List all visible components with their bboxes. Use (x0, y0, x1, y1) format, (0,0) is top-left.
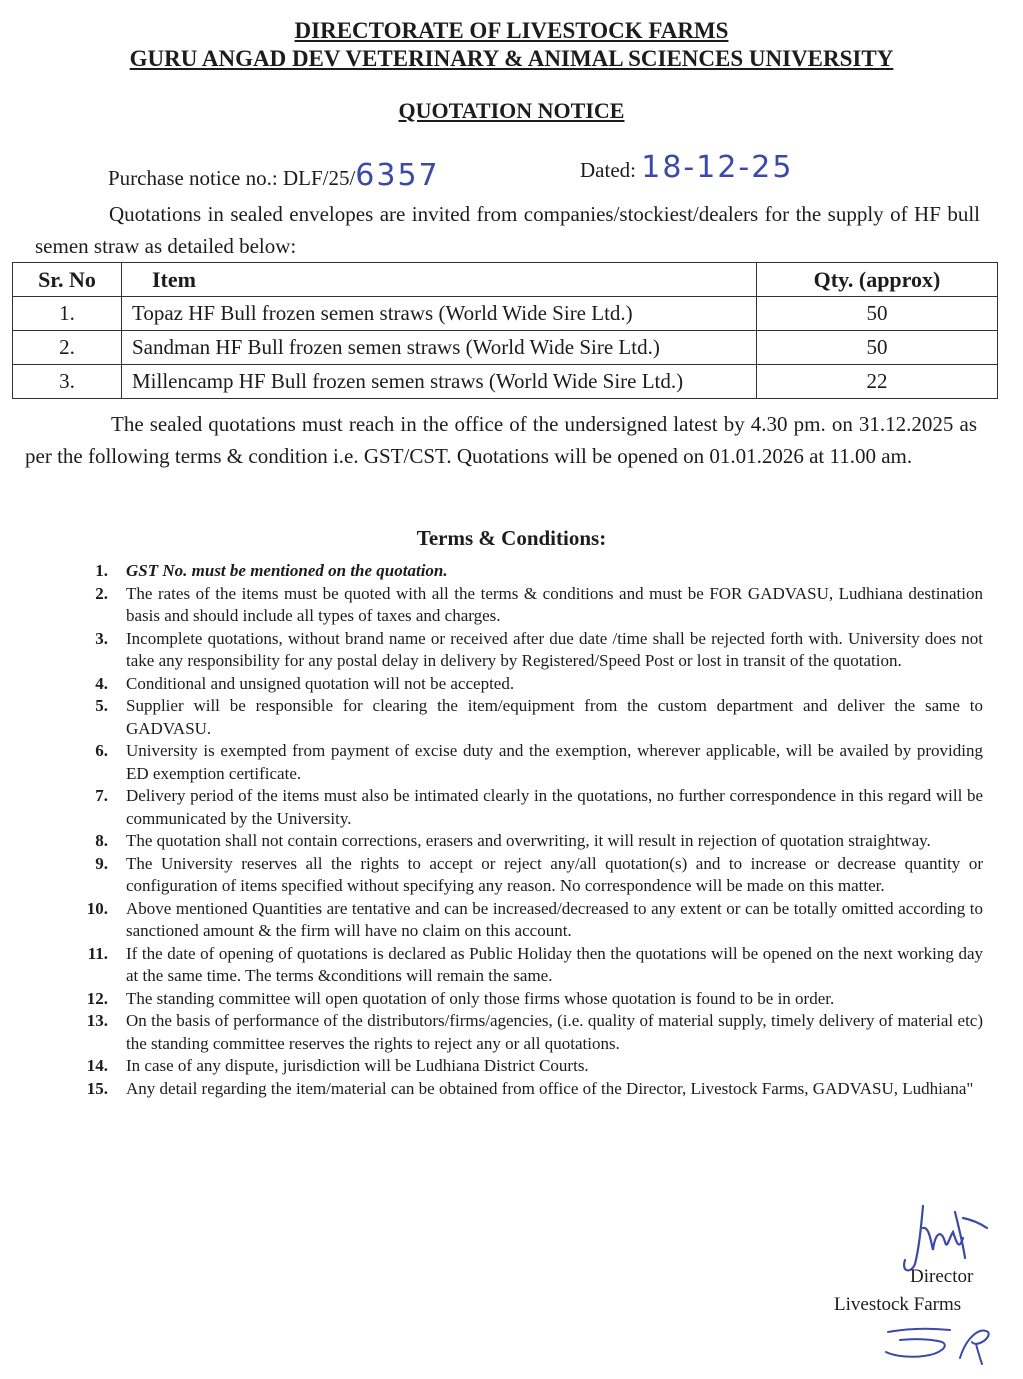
list-item (78, 673, 983, 696)
list-item (78, 898, 983, 943)
signatory-title: Director (910, 1266, 974, 1287)
list-item (78, 853, 983, 898)
items-table (12, 262, 998, 399)
cell-item: Sandman HF Bull frozen semen straws (World Wide Sire Ltd.) (122, 331, 757, 365)
table-header-row (13, 263, 998, 297)
table-row (13, 365, 998, 399)
cell-sr: 1. (13, 297, 122, 331)
term-number: 4. (95, 673, 108, 693)
cell-item: Topaz HF Bull frozen semen straws (World Wide Sire Ltd.) (122, 297, 757, 331)
term-number: 13. (86, 1011, 108, 1030)
list-item (78, 988, 983, 1011)
list-item (78, 628, 983, 673)
list-item (78, 1055, 983, 1078)
term-number: 7. (95, 786, 108, 805)
intro-paragraph: Quotations in sealed envelopes are invited from companies/stockiest/dealers for the supply of HF bull semen straw as detailed below: (35, 202, 980, 258)
term-text: The rates of the items must be quoted with all the terms & conditions and must be FOR GADVASU, Ludhiana destination basis and should include all types of taxes and charges. (126, 583, 983, 625)
term-text: University is exempted from payment of excise duty and the exemption, wherever applicable, will be availed by providing ED exemption certificate. (126, 741, 983, 783)
list-item (78, 1010, 983, 1055)
term-number: 15. (86, 1078, 108, 1098)
term-number: 6. (95, 741, 108, 760)
list-item (78, 583, 983, 628)
term-number: 10. (86, 898, 108, 918)
term-text: Any detail regarding the item/material can be obtained from office of the Director, Livestock Farms, GADVASU, Ludhiana" (126, 1078, 974, 1098)
notice-number-label: Purchase notice no.: DLF/25/ (108, 166, 356, 190)
term-number: 14. (86, 1056, 108, 1075)
term-number: 12. (86, 988, 108, 1008)
list-item (78, 830, 983, 853)
term-text: Supplier will be responsible for clearing the item/equipment from the custom department and deliver the same to GADVASU. (126, 696, 983, 738)
cell-qty: 50 (757, 297, 998, 331)
term-text: On the basis of performance of the distributors/firms/agencies, (i.e. quality of material supply, timely delivery of material etc) the standing committee reserves the rights to reject any or all quotations. (126, 1011, 983, 1053)
notice-date (580, 150, 793, 185)
list-item (78, 1078, 983, 1101)
col-header-qty: Qty. (approx) (757, 263, 998, 297)
list-item (78, 740, 983, 785)
term-text: GST No. must be mentioned on the quotation. (126, 561, 448, 580)
date-label: Dated: (580, 158, 636, 182)
term-text: In case of any dispute, jurisdiction will be Ludhiana District Courts. (126, 1056, 589, 1075)
submission-deadline-paragraph: The sealed quotations must reach in the office of the undersigned latest by 4.30 pm. on 31.12.2025 as per the following terms & condition i.e. GST/CST. Quotations will be opened on 01.01.2026 at 11.00 am. (25, 412, 977, 468)
term-number: 2. (95, 583, 108, 603)
purchase-notice-number (108, 158, 440, 193)
cell-sr: 2. (13, 331, 122, 365)
term-text: The standing committee will open quotation of only those firms whose quotation is found to be in order. (126, 988, 835, 1008)
cell-qty: 50 (757, 331, 998, 365)
date-handwritten: 18-12-25 (641, 150, 794, 185)
list-item (78, 943, 983, 988)
list-item (78, 695, 983, 740)
terms-list (78, 560, 983, 1100)
term-number: 3. (95, 628, 108, 648)
table-row (13, 331, 998, 365)
signatory-office: Livestock Farms (834, 1294, 962, 1315)
term-number: 1. (95, 561, 108, 580)
term-text: Incomplete quotations, without brand name or received after due date /time shall be rejected forth with. University does not take any responsibility for any postal delay in delivery by Registered/Speed Post or lost in transit of the quotation. (126, 628, 983, 670)
list-item (78, 560, 983, 583)
col-header-sr: Sr. No (13, 263, 122, 297)
term-number: 5. (95, 696, 108, 715)
term-number: 11. (87, 943, 108, 963)
cell-qty: 22 (757, 365, 998, 399)
col-header-item: Item (122, 263, 757, 297)
term-text: The University reserves all the rights to accept or reject any/all quotation(s) and to increase or decrease quantity or configuration of items specified without specifying any reason. No correspondence will be made on this matter. (126, 853, 983, 895)
cell-item: Millencamp HF Bull frozen semen straws (World Wide Sire Ltd.) (122, 365, 757, 399)
terms-title: Terms & Conditions: (416, 526, 607, 550)
term-text: Delivery period of the items must also be intimated clearly in the quotations, no further correspondence in this regard will be communicated by the University. (126, 786, 983, 828)
table-row (13, 297, 998, 331)
initials-scrawl (880, 1318, 1000, 1368)
term-text: Conditional and unsigned quotation will not be accepted. (126, 673, 515, 693)
term-text: The quotation shall not contain corrections, erasers and overwriting, it will result in rejection of quotation straightway. (126, 831, 931, 850)
org-name: DIRECTORATE OF LIVESTOCK FARMS (294, 18, 729, 43)
term-text: If the date of opening of quotations is declared as Public Holiday then the quotations will be opened on the next working day at the same time. The terms &conditions will remain the same. (126, 943, 983, 985)
term-number: 8. (95, 831, 108, 850)
notice-number-handwritten: 6357 (355, 158, 440, 193)
cell-sr: 3. (13, 365, 122, 399)
term-text: Above mentioned Quantities are tentative and can be increased/decreased to any extent or can be totally omitted according to sanctioned amount & the firm will have no claim on this account. (126, 898, 983, 940)
list-item (78, 785, 983, 830)
university-name: GURU ANGAD DEV VETERINARY & ANIMAL SCIENCES UNIVERSITY (129, 46, 894, 71)
term-number: 9. (95, 853, 108, 873)
document-title: QUOTATION NOTICE (398, 98, 625, 123)
